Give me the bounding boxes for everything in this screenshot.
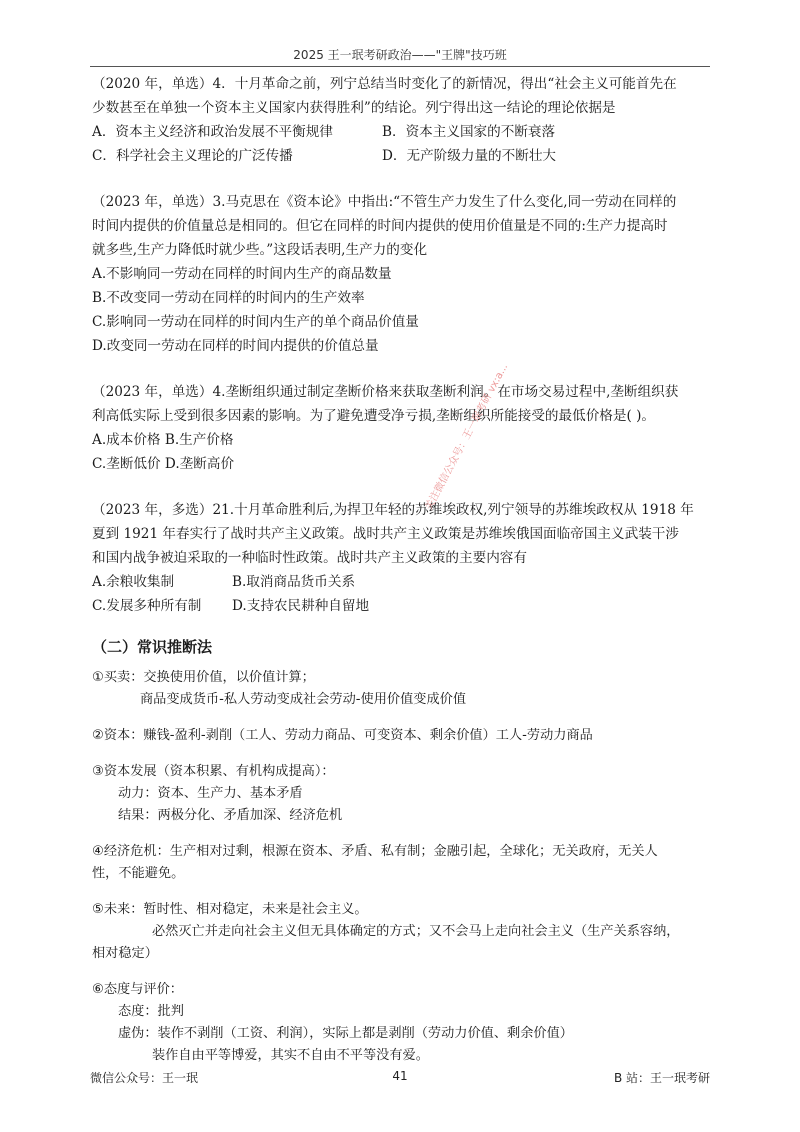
question-1 xyxy=(92,72,710,168)
options-grid xyxy=(92,120,710,168)
question-3 xyxy=(92,380,710,476)
question-text-line: 就多些,生产力降低时就少些。”这段话表明,生产力的变化 xyxy=(92,242,428,258)
question-4 xyxy=(92,498,710,618)
question-text-line: （2023 年，单选）3.马克思在《资本论》中指出:“不管生产力发生了什么变化,同一劳动在同样的 xyxy=(92,194,677,210)
tip-item-6 xyxy=(92,979,710,1067)
tip-detail: 必然灭亡并走向社会主义但无具体确定的方式；又不会马上走向社会主义（生产关系容纳， xyxy=(152,924,680,939)
page-header: 2025 王一珉考研政治——"王牌"技巧班 xyxy=(293,48,507,62)
tip-detail: 结果：两极分化、矛盾加深、经济危机 xyxy=(118,808,343,823)
tip-heading: ①买卖：交换使用价值，以价值计算； xyxy=(92,670,315,685)
option-a: A.不影响同一劳动在同样的时间内生产的商品数量 xyxy=(92,266,392,282)
question-text-line: 和国内战争被迫采取的一种临时性政策。战时共产主义政策的主要内容有 xyxy=(92,550,527,566)
option-c: C．科学社会主义理论的广泛传播 xyxy=(92,148,293,164)
tip-heading-cont: 性，不能避免。 xyxy=(92,866,185,881)
question-text-line: 时间内提供的价值量总是相同的。但它在同样的时间内提供的使用价值量是不同的:生产力提高时 xyxy=(92,218,668,234)
tip-heading: ⑥态度与评价： xyxy=(92,982,183,997)
options-grid xyxy=(92,570,710,618)
footer-bilibili: B 站：王一珉考研 xyxy=(613,1071,710,1085)
watermark: 关注微信公众号：王一珉考研 vx:a... xyxy=(423,362,511,513)
tip-detail: 动力：资本、生产力、基本矛盾 xyxy=(118,786,303,801)
footer-wechat: 微信公众号：王一珉 xyxy=(90,1071,199,1085)
page-content xyxy=(92,72,710,1067)
question-text-line: 利高低实际上受到很多因素的影响。为了避免遭受净亏损,垄断组织所能接受的最低价格是( )。 xyxy=(92,408,655,424)
tip-detail: 装作自由平等博爱，其实不自由不平等没有爱。 xyxy=(152,1048,429,1063)
tip-item-5 xyxy=(92,899,710,965)
question-text-line: 少数甚至在单独一个资本主义国家内获得胜利”的结论。列宁得出这一结论的理论依据是 xyxy=(92,100,616,116)
tip-item-1 xyxy=(92,667,710,711)
tip-heading: ⑤未来：暂时性、相对稳定，未来是社会主义。 xyxy=(92,902,368,917)
tip-detail: 虚伪：装作不剥削（工资、利润），实际上都是剥削（劳动力价值、剩余价值） xyxy=(118,1026,573,1041)
header-rule xyxy=(90,66,710,67)
option-d: D.改变同一劳动在同样的时间内提供的价值总量 xyxy=(92,338,379,354)
tip-heading: ④经济危机：生产相对过剩，根源在资本、矛盾、私有制；金融引起，全球化；无关政府，无关人 xyxy=(92,844,658,859)
option-c: C.影响同一劳动在同样的时间内生产的单个商品价值量 xyxy=(92,314,419,330)
tip-detail: 态度：批判 xyxy=(118,1004,184,1019)
tip-heading: ②资本：赚钱-盈利-剥削（工人、劳动力商品、可变资本、剩余价值）工人-劳动力商品 xyxy=(92,728,593,743)
option-b: B.不改变同一劳动在同样的时间内的生产效率 xyxy=(92,290,365,306)
question-text-line: （2023 年，多选）21.十月革命胜利后,为捍卫年轻的苏维埃政权,列宁领导的苏维埃政权从 1918 年 xyxy=(92,502,694,518)
question-2 xyxy=(92,190,710,358)
option-cd: C.垄断低价 D.垄断高价 xyxy=(92,456,235,472)
option-b: B．资本主义国家的不断衰落 xyxy=(382,124,556,140)
tip-item-3 xyxy=(92,761,710,827)
option-d: D.支持农民耕种自留地 xyxy=(232,598,370,614)
option-a: A.余粮收集制 xyxy=(92,574,175,590)
option-d: D．无产阶级力量的不断壮大 xyxy=(382,148,557,164)
section-title: （二）常识推断法 xyxy=(92,638,213,656)
option-c: C.发展多种所有制 xyxy=(92,598,202,614)
question-text-line: （2023 年，单选）4.垄断组织通过制定垄断价格来获取垄断利润。在市场交易过程中,垄断组织获 xyxy=(92,384,679,400)
option-a: A．资本主义经济和政治发展不平衡规律 xyxy=(92,124,333,140)
page-number: 41 xyxy=(392,1069,408,1083)
tip-detail-cont: 相对稳定） xyxy=(92,946,158,961)
tip-item-2 xyxy=(92,725,710,747)
question-text-line: 夏到 1921 年春实行了战时共产主义政策。战时共产主义政策是苏维埃俄国面临帝国主义武装干涉 xyxy=(92,526,679,542)
option-b: B.取消商品货币关系 xyxy=(232,574,356,590)
question-text-line: （2020 年，单选）4．十月革命之前，列宁总结当时变化了的新情况，得出“社会主义可能首先在 xyxy=(92,76,677,92)
option-ab: A.成本价格 B.生产价格 xyxy=(92,432,234,448)
tip-detail: 商品变成货币-私人劳动变成社会劳动-使用价值变成价值 xyxy=(140,692,467,707)
tip-item-4 xyxy=(92,841,710,885)
tip-heading: ③资本发展（资本积累、有机构成提高）： xyxy=(92,764,335,779)
